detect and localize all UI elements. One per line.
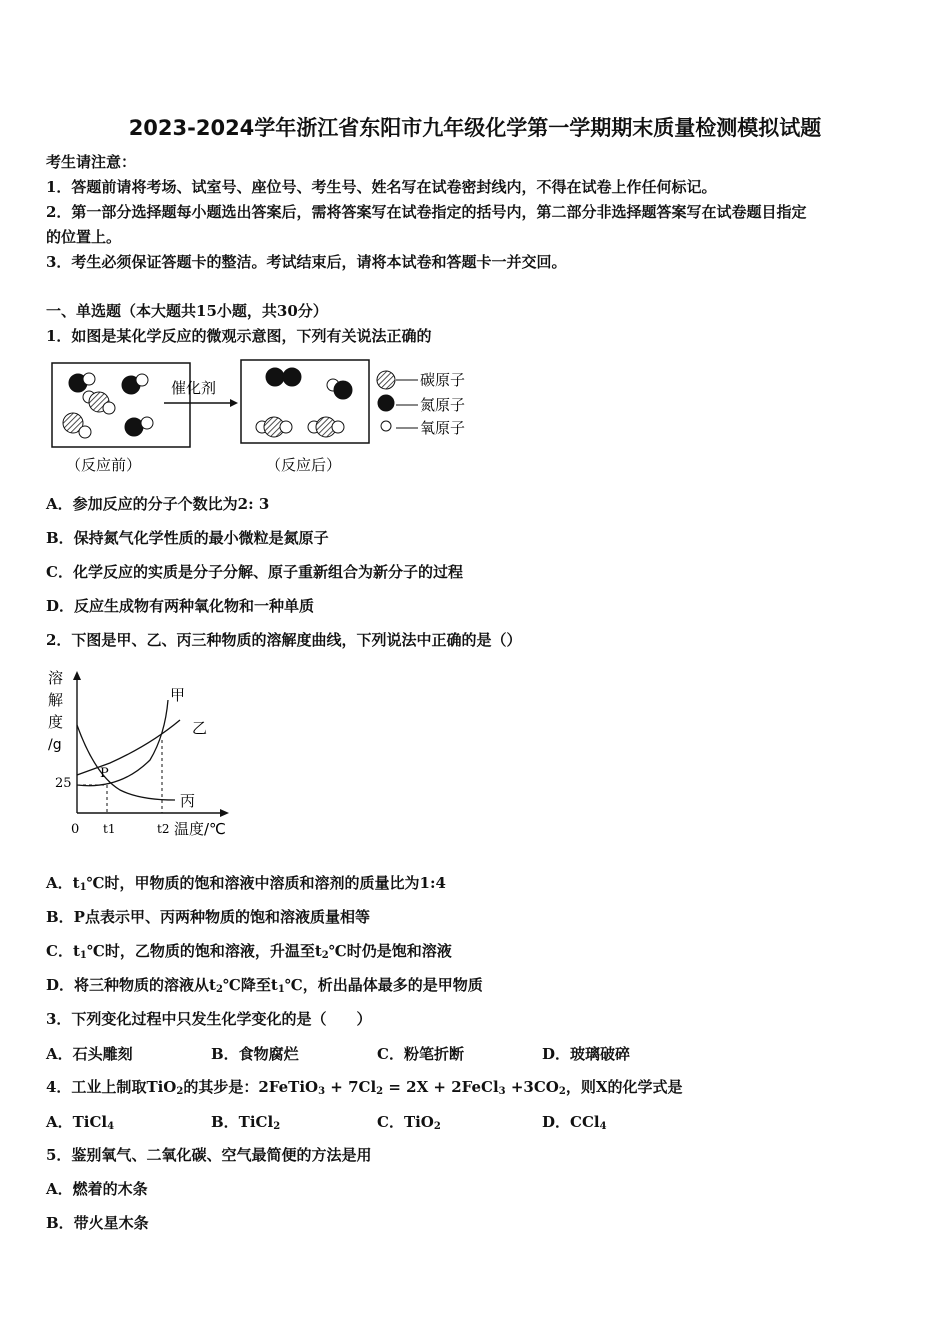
q3-option-b: B．食物腐烂	[211, 1045, 299, 1063]
q3-option-c: C．粉笔折断	[377, 1045, 464, 1063]
q2-option-b: B．P点表示甲、丙两种物质的饱和溶液质量相等	[46, 908, 370, 926]
x-tick-label: t2	[157, 822, 170, 836]
x-axis-label: 温度/℃	[174, 820, 226, 838]
notice-item: 的位置上。	[46, 228, 122, 246]
q3-option-d: D．玻璃破碎	[542, 1045, 631, 1063]
q1-option-b: B．保持氮气化学性质的最小微粒是氮原子	[46, 529, 329, 547]
q5-option-b: B．带火星木条	[46, 1214, 149, 1232]
q4-option-a: A．TiCl$_4$	[46, 1113, 115, 1132]
legend-carbon: 碳原子	[420, 371, 466, 389]
notice-heading: 考生请注意：	[46, 153, 137, 171]
q2-option-c: C．$t_1℃$时，乙物质的饱和溶液，升温至$t_2℃$时仍是饱和溶液	[46, 942, 452, 961]
q4-option-c: C．TiO$_2$	[377, 1113, 441, 1132]
q5-option-a: A．燃着的木条	[46, 1180, 148, 1198]
q3-option-a: A．石头雕刻	[46, 1045, 133, 1063]
ylabel-char: 度	[48, 713, 64, 731]
series-label-jia: 甲	[170, 686, 186, 704]
q2-stem: 2．下图是甲、乙、丙三种物质的溶解度曲线，下列说法中正确的是（）	[46, 631, 522, 649]
q2-option-a: A．$t_1℃$时，甲物质的饱和溶液中溶质和溶剂的质量比为1:4	[46, 874, 446, 893]
series-label-bing: 丙	[180, 792, 196, 810]
ylabel-char: 溶	[48, 669, 64, 687]
point-label: P	[100, 766, 109, 781]
q1-stem: 1．如图是某化学反应的微观示意图，下列有关说法正确的	[46, 327, 432, 345]
y-tick-label: 25	[55, 776, 72, 791]
reaction-diagram	[46, 355, 486, 480]
section-heading: 一、单选题（本大题共15小题，共30分）	[46, 302, 328, 320]
series-label-yi: 乙	[192, 719, 208, 737]
series-yi-line	[77, 720, 180, 775]
solubility-chart	[40, 665, 240, 845]
page-title: 2023-2024学年浙江省东阳市九年级化学第一学期期末质量检测模拟试题	[128, 116, 822, 140]
q3-stem: 3．下列变化过程中只发生化学变化的是（ ）	[46, 1010, 372, 1028]
before-label: （反应前）	[66, 456, 142, 474]
ylabel-char: 解	[48, 691, 64, 709]
q4-option-b: B．TiCl$_2$	[211, 1113, 281, 1132]
legend-oxygen: 氧原子	[420, 419, 466, 437]
series-jia-line	[77, 700, 168, 786]
after-label: （反应后）	[266, 456, 342, 474]
q4-stem: 4．工业上制取TiO$_2$的其步是：2FeTiO$_3$ + $7Cl_2 = 2X$ + 2FeCl$_3$ $+3CO_2$，则X的化学式是	[46, 1078, 683, 1097]
q5-stem: 5．鉴别氧气、二氧化碳、空气最简便的方法是用	[46, 1146, 372, 1164]
x-tick-label: t1	[103, 822, 116, 836]
notice-item: 1．答题前请将考场、试室号、座位号、考生号、姓名写在试卷密封线内，不得在试卷上作任何标记。	[46, 178, 717, 196]
notice-item: 3．考生必须保证答题卡的整洁。考试结束后，请将本试卷和答题卡一并交回。	[46, 253, 567, 271]
after-molecules	[256, 368, 352, 437]
notice-item: 2．第一部分选择题每小题选出答案后，需将答案写在试卷指定的括号内，第二部分非选择题答案写在试卷题目指定	[46, 203, 807, 221]
q1-option-d: D．反应生成物有两种氧化物和一种单质	[46, 597, 315, 615]
x-tick-label: 0	[71, 822, 80, 837]
before-molecules	[63, 373, 153, 438]
legend	[377, 371, 418, 431]
q1-option-a: A．参加反应的分子个数比为2: 3	[46, 495, 270, 513]
q2-option-d: D．将三种物质的溶液从$t_2℃$降至$t_1℃$，析出晶体最多的是甲物质	[46, 976, 483, 995]
legend-nitrogen: 氮原子	[420, 396, 466, 414]
ylabel-char: /g	[48, 737, 62, 753]
catalyst-label: 催化剂	[171, 379, 217, 397]
q1-option-c: C．化学反应的实质是分子分解、原子重新组合为新分子的过程	[46, 563, 463, 581]
q4-option-d: D．CCl$_4$	[542, 1113, 607, 1132]
